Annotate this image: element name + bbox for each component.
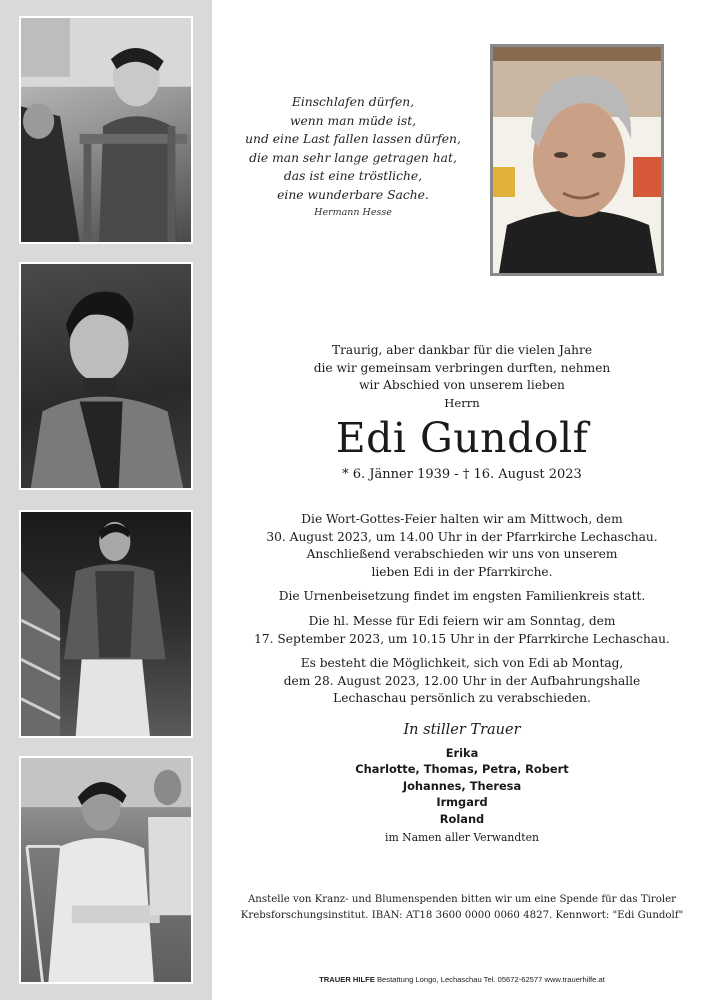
footer-brand: TRAUER HILFE <box>319 975 375 984</box>
intro-text <box>232 342 692 395</box>
intro-line: Traurig, aber dankbar für die vielen Jahre <box>331 343 593 357</box>
photo-man-on-stairs <box>19 510 193 738</box>
service-line: lieben Edi in der Pfarrkirche. <box>371 564 553 579</box>
service-line: Die Wort-Gottes-Feier halten wir am Mittwoch, dem <box>301 512 623 526</box>
service-paragraph <box>232 511 692 581</box>
family-member: Erika <box>445 746 479 760</box>
deceased-name: Edi Gundolf <box>335 413 589 462</box>
family-member: Charlotte, Thomas, Petra, Robert <box>355 762 569 777</box>
donation-line: Krebsforschungsinstitut. IBAN: AT18 3600 0000 0060 4827. Kennwort: "Edi Gundolf" <box>240 910 684 921</box>
poem-line: das ist eine tröstliche, <box>283 169 423 184</box>
poem-line: und eine Last fallen lassen dürfen, <box>245 132 461 147</box>
service-line: Anschließend verabschieden wir uns von unserem <box>306 547 618 562</box>
service-paragraph <box>232 588 692 606</box>
donation-note <box>232 892 692 924</box>
announcement-header <box>232 342 692 484</box>
service-line: 30. August 2023, um 14.00 Uhr in der Pfarrkirche Lechaschau. <box>266 529 658 544</box>
poem <box>228 93 478 205</box>
photo-portrait-turtleneck <box>19 262 193 490</box>
poem-line: wenn man müde ist, <box>289 113 417 128</box>
portrait-figure <box>493 47 661 273</box>
donation-line: Anstelle von Kranz- und Blumenspenden bitten wir um eine Spende für das Tiroler <box>247 894 677 905</box>
photo-3-figure <box>21 512 191 736</box>
service-line: Die hl. Messe für Edi feiern wir am Sonntag, dem <box>308 613 616 628</box>
poem-author: Hermann Hesse <box>314 207 392 218</box>
photo-man-in-lawn-chair <box>19 756 193 984</box>
photo-sidebar <box>0 0 212 1000</box>
service-details <box>232 511 692 715</box>
intro-line: wir Abschied von unserem lieben <box>359 378 565 393</box>
poem-line: die man sehr lange getragen hat, <box>249 150 457 165</box>
photo-young-man-with-chair <box>19 16 193 244</box>
service-line: 17. September 2023, um 10.15 Uhr in der Pfarrkirche Lechaschau. <box>254 631 670 646</box>
intro-line: die wir gemeinsam verbringen durften, nehmen <box>313 360 611 375</box>
salutation: Herrn <box>444 395 480 410</box>
life-dates: * 6. Jänner 1939 - † 16. August 2023 <box>342 466 582 482</box>
photo-2-figure <box>21 264 191 488</box>
service-line: Es besteht die Möglichkeit, sich von Edi ab Montag, <box>300 656 624 671</box>
mourning-title: In stiller Trauer <box>403 722 521 738</box>
footer <box>232 975 692 984</box>
service-line: dem 28. August 2023, 12.00 Uhr in der Aufbahrungshalle <box>283 673 641 688</box>
relatives-note: im Namen aller Verwandten <box>385 831 539 845</box>
family-member: Irmgard <box>436 795 488 810</box>
mourning-section <box>232 719 692 847</box>
photo-1-figure <box>21 18 191 242</box>
portrait-photo <box>490 44 664 276</box>
service-paragraph <box>232 613 692 648</box>
footer-text: Bestattung Longo, Lechaschau Tel. 05672-62577 www.trauerhilfe.at <box>376 975 605 984</box>
service-line: Die Urnenbeisetzung findet im engsten Familienkreis statt. <box>278 589 646 604</box>
poem-line: Einschlafen dürfen, <box>291 95 415 109</box>
family-member: Johannes, Theresa <box>402 778 522 793</box>
family-member: Roland <box>439 811 485 826</box>
service-line: Lechaschau persönlich zu verabschieden. <box>333 691 591 706</box>
photo-4-figure <box>21 758 191 982</box>
service-paragraph <box>232 655 692 708</box>
poem-line: eine wunderbare Sache. <box>277 187 429 202</box>
